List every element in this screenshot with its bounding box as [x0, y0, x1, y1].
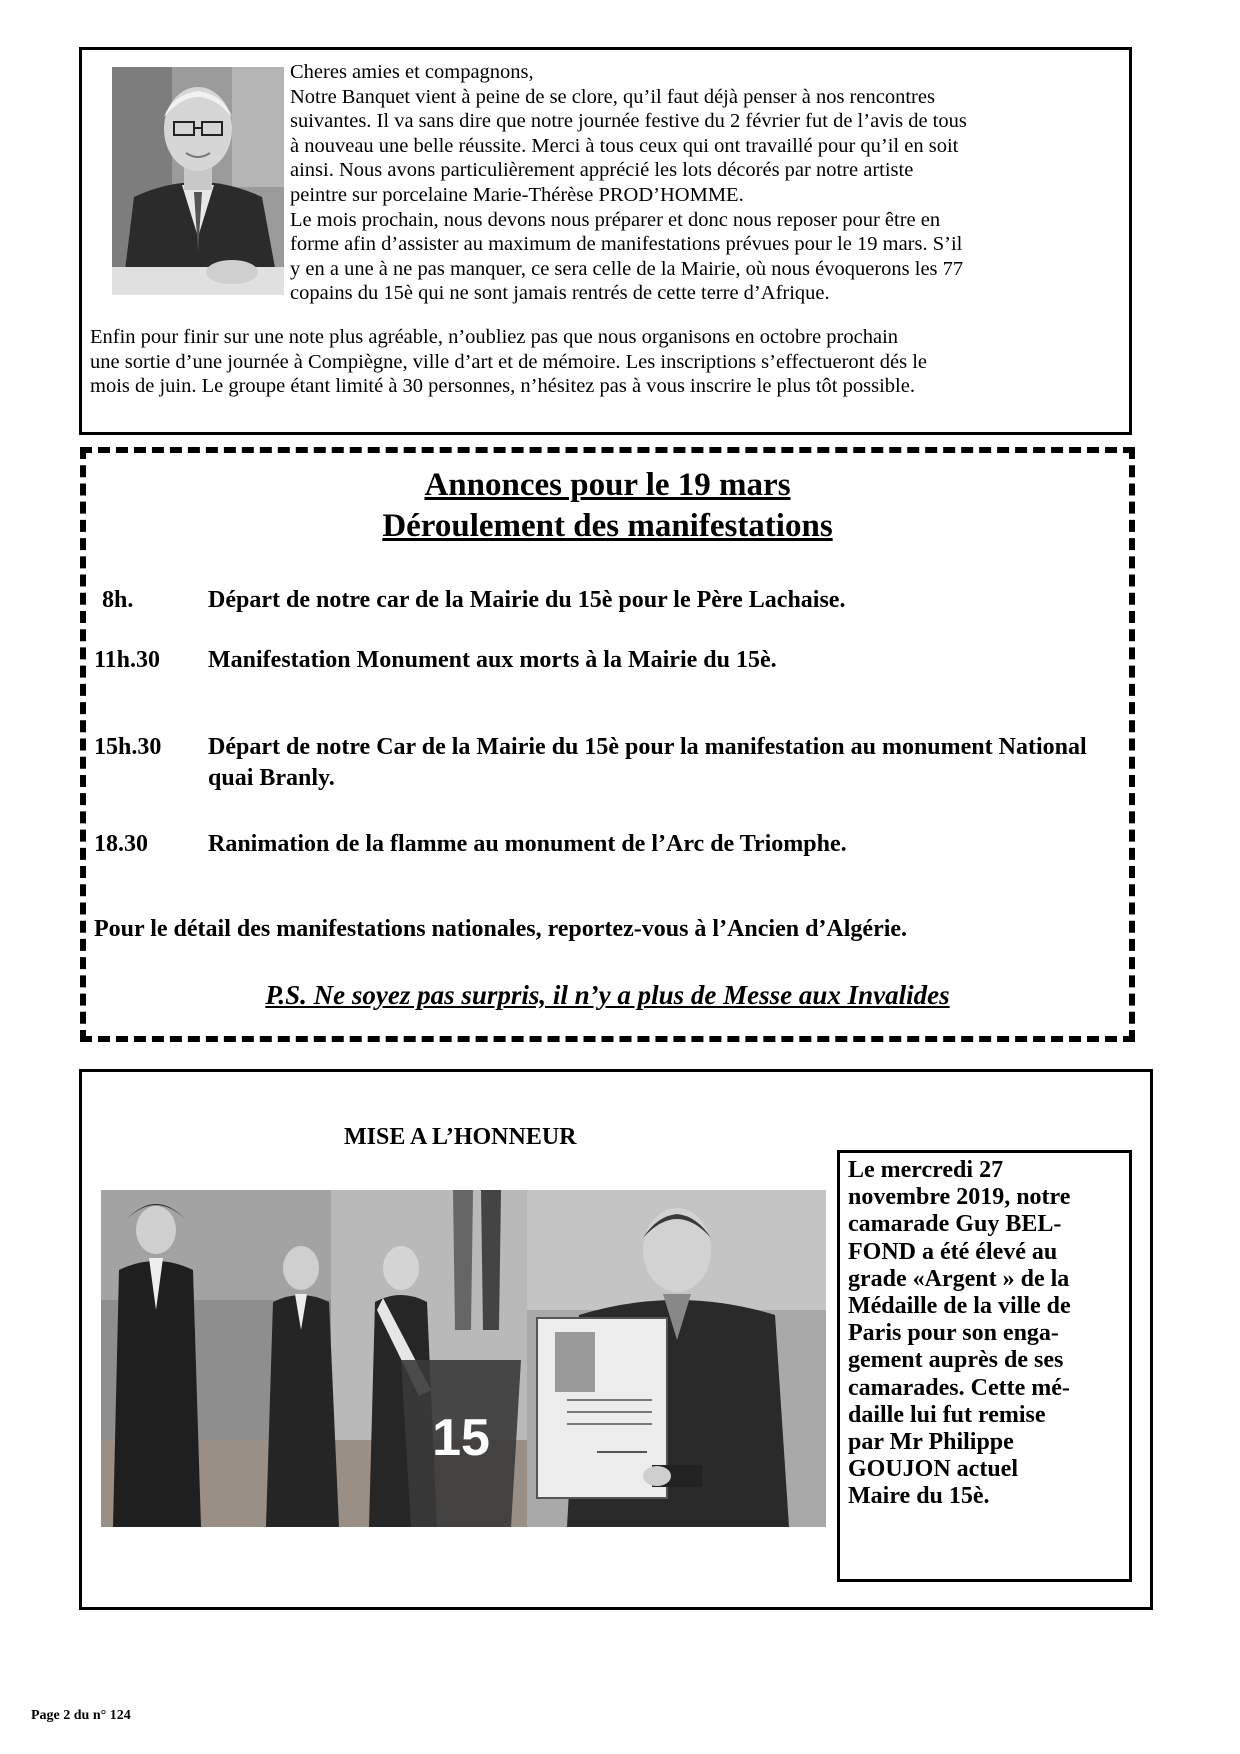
honour-announcement-text — [837, 1150, 1132, 1582]
schedule-description: Départ de notre Car de la Mairie du 15è pour la manifestation au monument National quai Branly. — [208, 734, 1087, 791]
schedule-description: Départ de notre car de la Mairie du 15è pour le Père Lachaise. — [208, 587, 846, 613]
schedule-time: 11h.30 — [94, 647, 161, 673]
honour-line: FOND a été élevé au — [848, 1238, 1058, 1265]
honour-line: camarades. Cette mé- — [848, 1374, 1070, 1401]
schedule-time: 18.30 — [94, 831, 148, 857]
announcements-title — [86, 465, 1129, 547]
letter-line: y en a une à ne pas manquer, ce sera celle de la Mairie, où nous évoquerons les 77 — [290, 257, 964, 280]
honour-line: novembre 2019, notre — [848, 1184, 1071, 1211]
letter-line: copains du 15è qui ne sont jamais rentrés de cette terre d’Afrique. — [290, 282, 830, 305]
schedule-description: Manifestation Monument aux morts à la Mairie du 15è. — [208, 647, 777, 673]
announcements-title-line1: Annonces pour le 19 mars — [424, 467, 791, 503]
president-portrait-photo — [112, 67, 284, 295]
letter-line: une sortie d’une journée à Compiègne, ville d’art et de mémoire. Les inscriptions s’effectueront dés le — [90, 350, 927, 373]
schedule-time: 8h. — [102, 587, 134, 613]
letter-text-top — [290, 60, 1120, 306]
honour-line: Le mercredi 27 — [848, 1157, 1004, 1183]
page-footer: Page 2 du n° 124 — [31, 1708, 131, 1723]
honour-line: Maire du 15è. — [848, 1483, 990, 1510]
letter-line: forme afin d’assister au maximum de manifestations prévues pour le 19 mars. S’il — [290, 233, 963, 256]
honour-line: par Mr Philippe — [848, 1429, 1014, 1456]
schedule-description: Ranimation de la flamme au monument de l’Arc de Triomphe. — [208, 831, 847, 857]
letter-line: à nouveau une belle réussite. Merci à tous ceux qui ont travaillé pour qu’il en soit — [290, 134, 959, 157]
letter-line: Cheres amies et compagnons, — [290, 61, 534, 83]
letter-line: Enfin pour finir sur une note plus agréable, n’oubliez pas que nous organisons en octobre prochain — [90, 326, 899, 348]
honour-line: gement auprès de ses — [848, 1347, 1064, 1374]
announcements-box — [80, 447, 1135, 1042]
honour-line: Médaille de la ville de — [848, 1293, 1071, 1320]
letter-text-bottom — [90, 325, 1120, 399]
editorial-letter-box — [79, 47, 1132, 435]
ceremony-photo — [101, 1190, 527, 1527]
honour-box — [79, 1069, 1153, 1610]
honour-line: camarade Guy BEL- — [848, 1211, 1062, 1238]
letter-line: peintre sur porcelaine Marie-Thérèse PROD’HOMME. — [290, 183, 744, 206]
honour-line: GOUJON actuel — [848, 1456, 1018, 1483]
podium-sign-text: 15 — [432, 1409, 490, 1467]
honour-line: Paris pour son enga- — [848, 1320, 1059, 1347]
letter-line: mois de juin. Le groupe étant limité à 30 personnes, n’hésitez pas à vous inscrire le plus tôt possible. — [90, 375, 915, 398]
letter-line: Notre Banquet vient à peine de se clore, qu’il faut déjà penser à nos rencontres — [290, 85, 935, 108]
medal-recipient-photo — [527, 1190, 826, 1527]
schedule-time: 15h.30 — [94, 734, 162, 760]
honour-title: MISE A L’HONNEUR — [344, 1124, 577, 1150]
honour-line: grade «Argent » de la — [848, 1265, 1070, 1292]
national-details-note: Pour le détail des manifestations nationales, reportez-vous à l’Ancien d’Algérie. — [94, 916, 908, 942]
postscript-note: P.S. Ne soyez pas surpris, il n’y a plus de Messe aux Invalides — [265, 980, 950, 1010]
letter-line: ainsi. Nous avons particulièrement apprécié les lots décorés par notre artiste — [290, 159, 914, 182]
letter-line: suivantes. Il va sans dire que notre journée festive du 2 février fut de l’avis de tous — [290, 110, 967, 133]
announcements-title-line2: Déroulement des manifestations — [382, 508, 833, 544]
letter-line: Le mois prochain, nous devons nous préparer et donc nous reposer pour être en — [290, 208, 941, 231]
honour-line: daille lui fut remise — [848, 1401, 1046, 1428]
